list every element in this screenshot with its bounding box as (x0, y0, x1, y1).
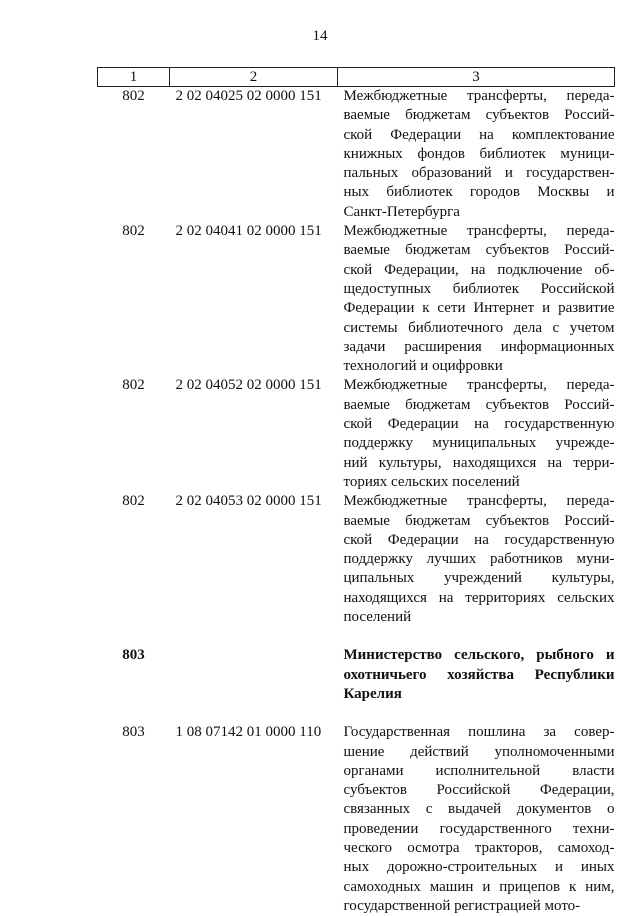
description-line: самоходных машин и прицепов к ним, (344, 878, 615, 897)
column-header-1: 1 (98, 68, 170, 87)
description-cell (338, 723, 615, 916)
description-line: книжных фондов библиотек муници- (344, 145, 615, 164)
description-line: ных дорожно-строительных и иных (344, 858, 615, 877)
description-line: пальных образований и государствен- (344, 164, 615, 183)
description-line: ториях сельских поселений (344, 473, 615, 492)
description-line: технологий и оцифровки (344, 357, 615, 376)
description-line: щедоступных библиотек Российской (344, 280, 615, 299)
description-line: системы библиотечного дела с учетом (344, 319, 615, 338)
description-line: поддержку муниципальных учрежде- (344, 434, 615, 453)
description-line: ваемые бюджетам субъектов Россий- (344, 396, 615, 415)
description-line: ний культуры, находящихся на терри- (344, 454, 615, 473)
description-line: проведении государственного техни- (344, 820, 615, 839)
description-line: поселений (344, 608, 615, 627)
table-row (98, 376, 615, 492)
description-cell (338, 646, 615, 704)
admin-code-cell: 803 (98, 723, 170, 916)
page-number: 14 (0, 28, 640, 45)
description-cell (338, 376, 615, 492)
description-line: задачи расширения информационных (344, 338, 615, 357)
description-line: Министерство сельского, рыбного и (344, 646, 615, 665)
description-line: ваемые бюджетам субъектов Россий- (344, 512, 615, 531)
admin-code-cell: 802 (98, 87, 170, 223)
description-line: шение действий уполномоченными (344, 743, 615, 762)
description-line: Карелия (344, 685, 615, 704)
description-line: поддержку лучших работников муни- (344, 550, 615, 569)
description-line: Санкт-Петербурга (344, 203, 615, 222)
revenue-codes-table (97, 67, 615, 916)
description-line: ных библиотек городов Москвы и (344, 183, 615, 202)
budget-code-cell: 2 02 04052 02 0000 151 (170, 376, 338, 492)
description-line: ческого осмотра тракторов, самоход- (344, 839, 615, 858)
description-line: охотничьего хозяйства Республики (344, 666, 615, 685)
description-line: Государственная пошлина за совер- (344, 723, 615, 742)
column-header-3: 3 (338, 68, 615, 87)
description-line: субъектов Российской Федерации, (344, 781, 615, 800)
description-line: Федерации к сети Интернет и развитие (344, 299, 615, 318)
admin-code-cell: 803 (98, 646, 170, 704)
budget-code-cell: 1 08 07142 01 0000 110 (170, 723, 338, 916)
admin-code-cell: 802 (98, 492, 170, 627)
table-row (98, 723, 615, 916)
table-row (98, 492, 615, 627)
description-line: ской Федерации на государственную (344, 531, 615, 550)
description-line: органами исполнительной власти (344, 762, 615, 781)
description-cell (338, 87, 615, 223)
description-line: связанных с выдачей документов о (344, 800, 615, 819)
row-spacer (98, 627, 615, 646)
description-line: находящихся на территориях сельских (344, 589, 615, 608)
description-line: ципальных учреждений культуры, (344, 569, 615, 588)
description-line: Межбюджетные трансферты, переда- (344, 376, 615, 395)
description-line: ваемые бюджетам субъектов Россий- (344, 106, 615, 125)
description-line: ской Федерации на государственную (344, 415, 615, 434)
table-row (98, 87, 615, 223)
description-cell (338, 222, 615, 376)
budget-code-cell: 2 02 04053 02 0000 151 (170, 492, 338, 627)
column-header-2: 2 (170, 68, 338, 87)
table-header (98, 68, 615, 87)
table-body (98, 87, 615, 916)
description-line: ской Федерации на комплектование (344, 126, 615, 145)
description-line: Межбюджетные трансферты, переда- (344, 492, 615, 511)
description-line: Межбюджетные трансферты, переда- (344, 87, 615, 106)
description-line: Межбюджетные трансферты, переда- (344, 222, 615, 241)
admin-code-cell: 802 (98, 376, 170, 492)
row-spacer (98, 704, 615, 723)
budget-code-cell: 2 02 04041 02 0000 151 (170, 222, 338, 376)
table-row (98, 646, 615, 704)
description-cell (338, 492, 615, 627)
budget-code-cell (170, 646, 338, 704)
description-line: ваемые бюджетам субъектов Россий- (344, 241, 615, 260)
table-row (98, 222, 615, 376)
description-line: ской Федерации, на подключение об- (344, 261, 615, 280)
admin-code-cell: 802 (98, 222, 170, 376)
description-line: государственной регистрацией мото- (344, 897, 615, 916)
budget-code-cell: 2 02 04025 02 0000 151 (170, 87, 338, 223)
